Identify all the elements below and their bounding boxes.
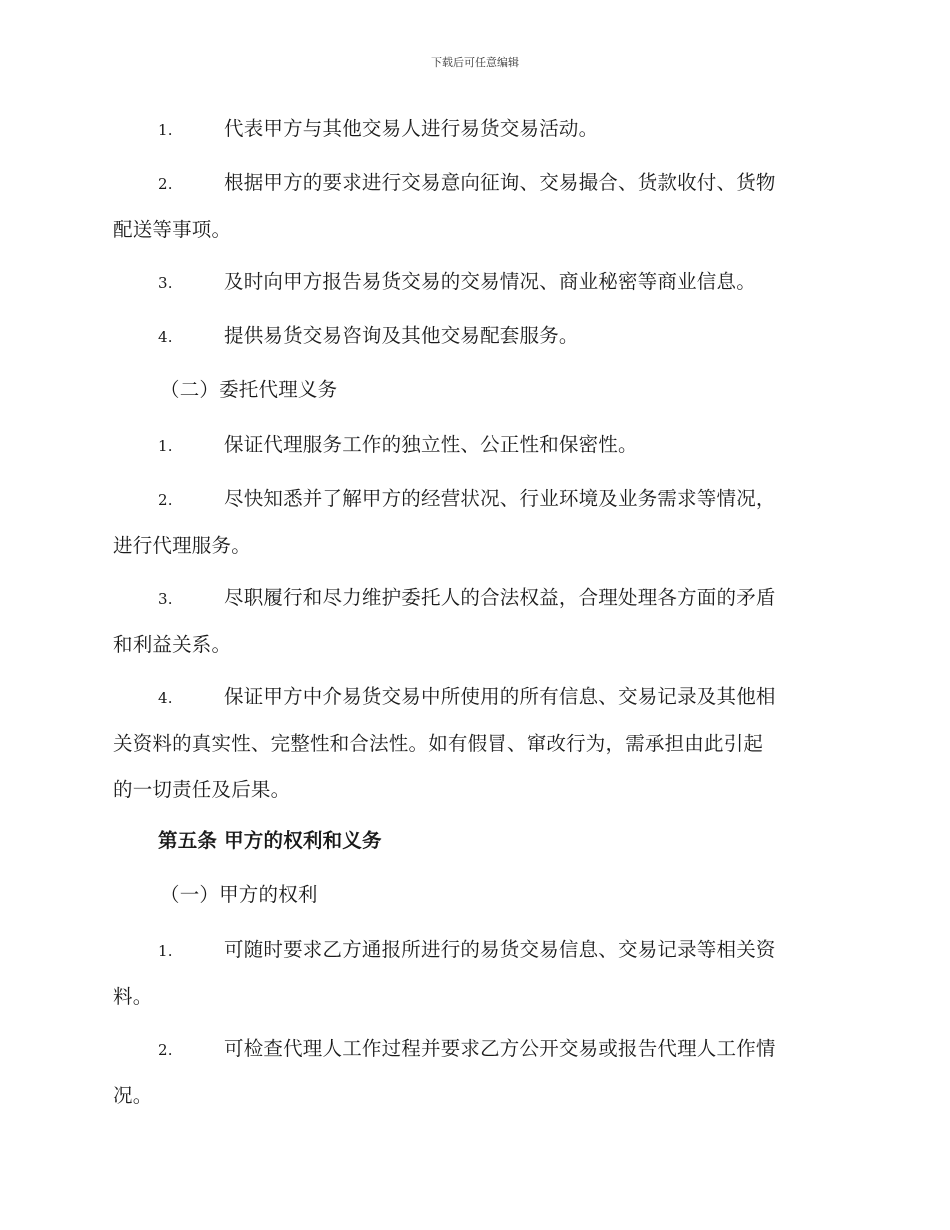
list-item <box>113 259 833 306</box>
item-text-continued: 进行代理服务。 <box>113 534 251 557</box>
list-item <box>113 313 833 360</box>
item-text-continued: 和利益关系。 <box>113 633 232 656</box>
item-text: 尽快知悉并了解甲方的经营状况、行业环境及业务需求等情况， <box>224 487 776 510</box>
item-number: 4. <box>158 689 173 707</box>
list-item <box>113 1026 833 1119</box>
item-text: 提供易货交易咨询及其他交易配套服务。 <box>224 324 579 347</box>
article-heading-text: 第五条 甲方的权利和义务 <box>158 829 382 852</box>
item-text: 保证代理服务工作的独立性、公正性和保密性。 <box>224 433 638 456</box>
item-text-continued: 料。 <box>113 985 153 1008</box>
item-text-continued: 况。 <box>113 1084 153 1107</box>
item-text-continued: 配送等事项。 <box>113 218 232 241</box>
page-header: 下载后可任意编辑 <box>431 56 519 69</box>
item-number: 1. <box>158 437 173 455</box>
item-number: 2. <box>158 1041 173 1059</box>
item-text-continued: 的一切责任及后果。 <box>113 778 291 801</box>
item-number: 1. <box>158 121 173 139</box>
item-text: 及时向甲方报告易货交易的交易情况、商业秘密等商业信息。 <box>224 270 756 293</box>
list-item <box>113 674 833 813</box>
section-heading <box>113 872 833 918</box>
item-text-continued: 关资料的真实性、完整性和合法性。如有假冒、窜改行为，需承担由此引起 <box>113 732 764 755</box>
list-item <box>113 160 833 253</box>
section-heading-text: （二）委托代理义务 <box>160 378 338 401</box>
list-item <box>113 422 833 469</box>
item-number: 3. <box>158 274 173 292</box>
item-text: 可检查代理人工作过程并要求乙方公开交易或报告代理人工作情 <box>224 1037 776 1060</box>
list-item <box>113 106 833 153</box>
section-heading-text: （一）甲方的权利 <box>160 883 318 906</box>
item-text: 代表甲方与其他交易人进行易货交易活动。 <box>224 117 599 140</box>
item-text: 可随时要求乙方通报所进行的易货交易信息、交易记录等相关资 <box>224 938 776 961</box>
list-item <box>113 927 833 1020</box>
item-number: 2. <box>158 175 173 193</box>
item-number: 4. <box>158 328 173 346</box>
list-item <box>113 476 833 569</box>
item-number: 3. <box>158 590 173 608</box>
item-text: 尽职履行和尽力维护委托人的合法权益，合理处理各方面的矛盾 <box>224 586 776 609</box>
section-heading <box>113 367 833 413</box>
item-number: 2. <box>158 491 173 509</box>
item-text: 根据甲方的要求进行交易意向征询、交易撮合、货款收付、货物 <box>224 171 776 194</box>
item-text: 保证甲方中介易货交易中所使用的所有信息、交易记录及其他相 <box>224 685 776 708</box>
article-heading <box>113 818 833 864</box>
item-number: 1. <box>158 942 173 960</box>
list-item <box>113 575 833 668</box>
